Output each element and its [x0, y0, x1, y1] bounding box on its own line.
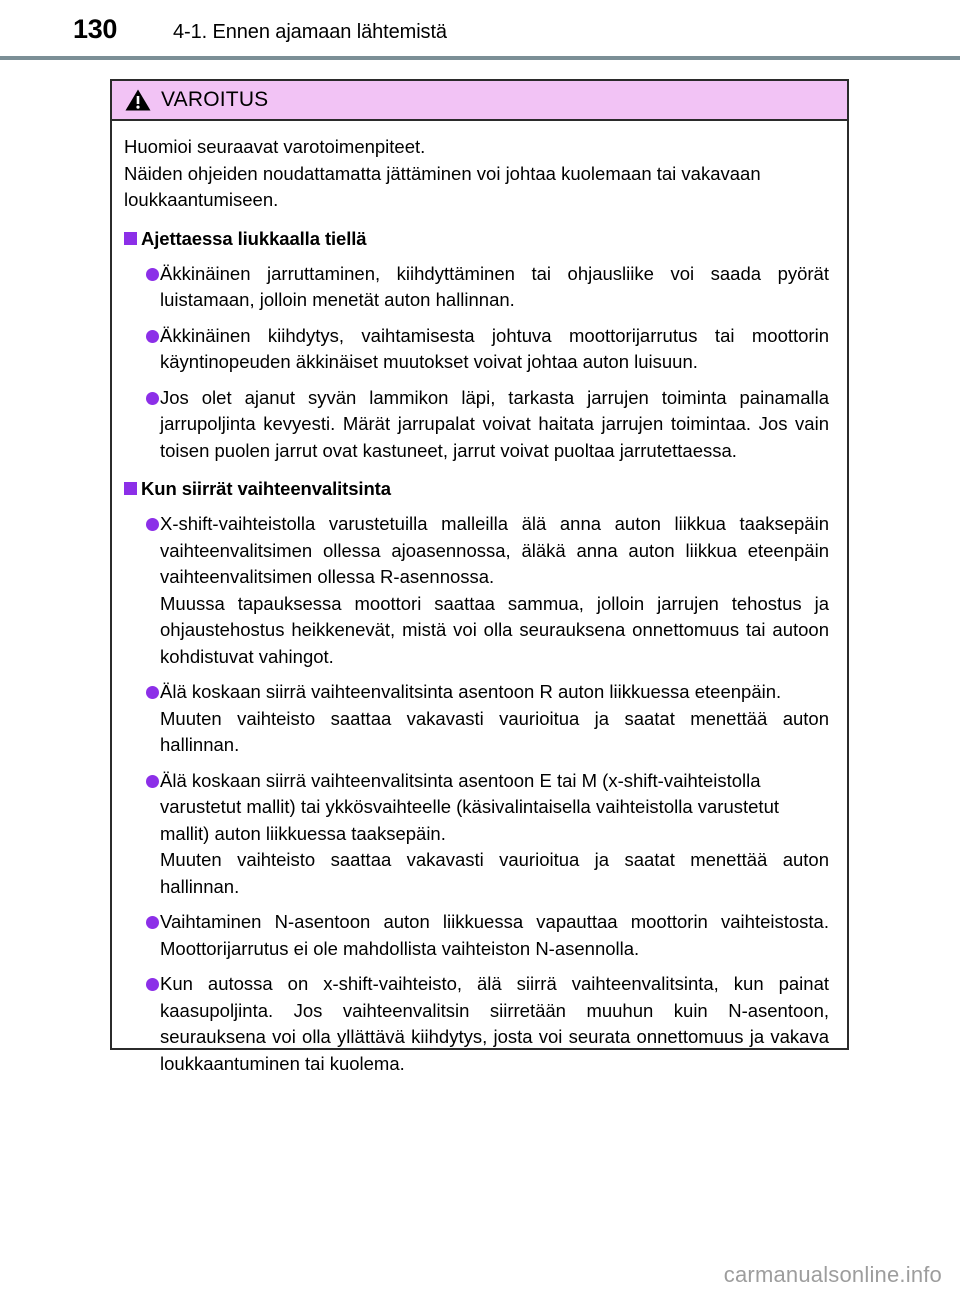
list-item [124, 971, 833, 1077]
warning-title: VAROITUS [161, 88, 269, 111]
list-item-paragraph: Jos olet ajanut syvän lammikon läpi, tarkasta jarrujen toiminta painamalla jarrupoljinta kevyesti. Märät jarrupalat voivat haitata jarrujen toimintaa. Jos vain toisen puolen jarrut ovat kastuneet, jarrut voivat puoltaa jarrutettaessa. [160, 386, 829, 461]
round-bullet-icon [146, 268, 159, 281]
round-bullet-icon [146, 518, 159, 531]
list-item-paragraph: Muuten vaihteisto saattaa vakavasti vaurioitua ja saatat menettää auton hallinnan. [160, 849, 829, 897]
site-watermark: carmanualsonline.info [723, 1262, 942, 1287]
warning-header-bar [112, 81, 847, 121]
section-heading-label: Kun siirrät vaihteenvalitsinta [141, 478, 391, 499]
list-item-text [160, 261, 833, 314]
list-item [124, 385, 833, 465]
square-bullet-icon [124, 232, 137, 245]
list-item-text [160, 768, 833, 901]
warning-callout-box [110, 79, 849, 1074]
warning-intro-line-1: Huomioi seuraavat varotoimenpiteet. [124, 136, 426, 157]
list-item-paragraph: Muussa tapauksessa moottori saattaa sammua, jolloin jarrujen tehostus ja ohjaustehostus heikkenevät, mistä voi olla seurauksena onnettomuus tai autoon kohdistuvat vahingot. [160, 592, 829, 667]
list-item-paragraph: Kun autossa on x-shift-vaihteisto, älä siirrä vaihteenvalitsinta, kun painat kaasupoljinta. Jos vaihteenvalitsin siirretään muuhun kuin N-asentoon, seurauksena voi olla yllättävä kiihdytys, josta voi seurata onnettomuus ja vakava loukkaantuminen tai kuolema. [160, 973, 829, 1074]
warning-intro [124, 134, 833, 214]
round-bullet-icon [146, 916, 159, 929]
list-item-paragraph: Älä koskaan siirrä vaihteenvalitsinta asentoon E tai M (x-shift-vaihteistolla varustetut mallit) tai ykkösvaihteelle (käsivalintaisella vaihteistolla varustetut mallit) auton liikkuessa taaksepäin. [160, 769, 779, 844]
list-item [124, 679, 833, 759]
list-item-paragraph: Äkkinäinen jarruttaminen, kiihdyttäminen tai ohjausliike voi saada pyörät luistamaan, jolloin menetät auton hallinnan. [160, 262, 829, 310]
list-item [124, 909, 833, 962]
round-bullet-icon [146, 392, 159, 405]
header-divider [0, 56, 960, 60]
list-item-paragraph: X-shift-vaihteistolla varustetuilla malleilla älä anna auton liikkua taaksepäin vaihteenvalitsimen ollessa ajoasennossa, äläkä anna auton liikkua eteenpäin vaihteenvalitsimen ollessa R-asennossa. [160, 513, 829, 587]
list-item-text [160, 511, 833, 670]
list-item-paragraph: Muuten vaihteisto saattaa vakavasti vaurioitua ja saatat menettää auton hallinnan. [160, 707, 829, 755]
list-item-text [160, 679, 833, 759]
round-bullet-icon [146, 330, 159, 343]
warning-body [112, 121, 847, 1087]
section-heading [124, 476, 833, 502]
list-item-text [160, 323, 833, 376]
list-item [124, 261, 833, 314]
page-header [0, 0, 960, 58]
section-heading [124, 226, 833, 252]
warning-triangle-icon [125, 89, 151, 111]
round-bullet-icon [146, 686, 159, 699]
list-item [124, 323, 833, 376]
section-title: 4-1. Ennen ajamaan lähtemistä [173, 21, 447, 43]
list-item-paragraph: Äkkinäinen kiihdytys, vaihtamisesta johtuva moottorijarrutus tai moottorin käyntinopeuden äkkinäiset muutokset voivat johtaa auton luisuun. [160, 324, 829, 372]
list-item-paragraph: Älä koskaan siirrä vaihteenvalitsinta asentoon R auton liikkuessa eteenpäin. [160, 681, 782, 702]
round-bullet-icon [146, 775, 159, 788]
list-item-text [160, 971, 833, 1077]
list-item-paragraph: Vaihtaminen N-asentoon auton liikkuessa vapauttaa moottorin vaihteistosta. Moottorijarrutus ei ole mahdollista vaihteiston N-asennolla. [160, 911, 829, 959]
list-item [124, 511, 833, 670]
warning-intro-line-2: Näiden ohjeiden noudattamatta jättäminen voi johtaa kuolemaan tai vakavaan [124, 162, 761, 184]
section-heading-label: Ajettaessa liukkaalla tiellä [141, 227, 367, 249]
round-bullet-icon [146, 978, 159, 991]
list-item [124, 768, 833, 901]
page-number: 130 [73, 14, 118, 44]
warning-intro-line-3: loukkaantumiseen. [124, 189, 279, 210]
list-item-text [160, 909, 833, 962]
list-item-text [160, 385, 833, 465]
square-bullet-icon [124, 482, 137, 495]
